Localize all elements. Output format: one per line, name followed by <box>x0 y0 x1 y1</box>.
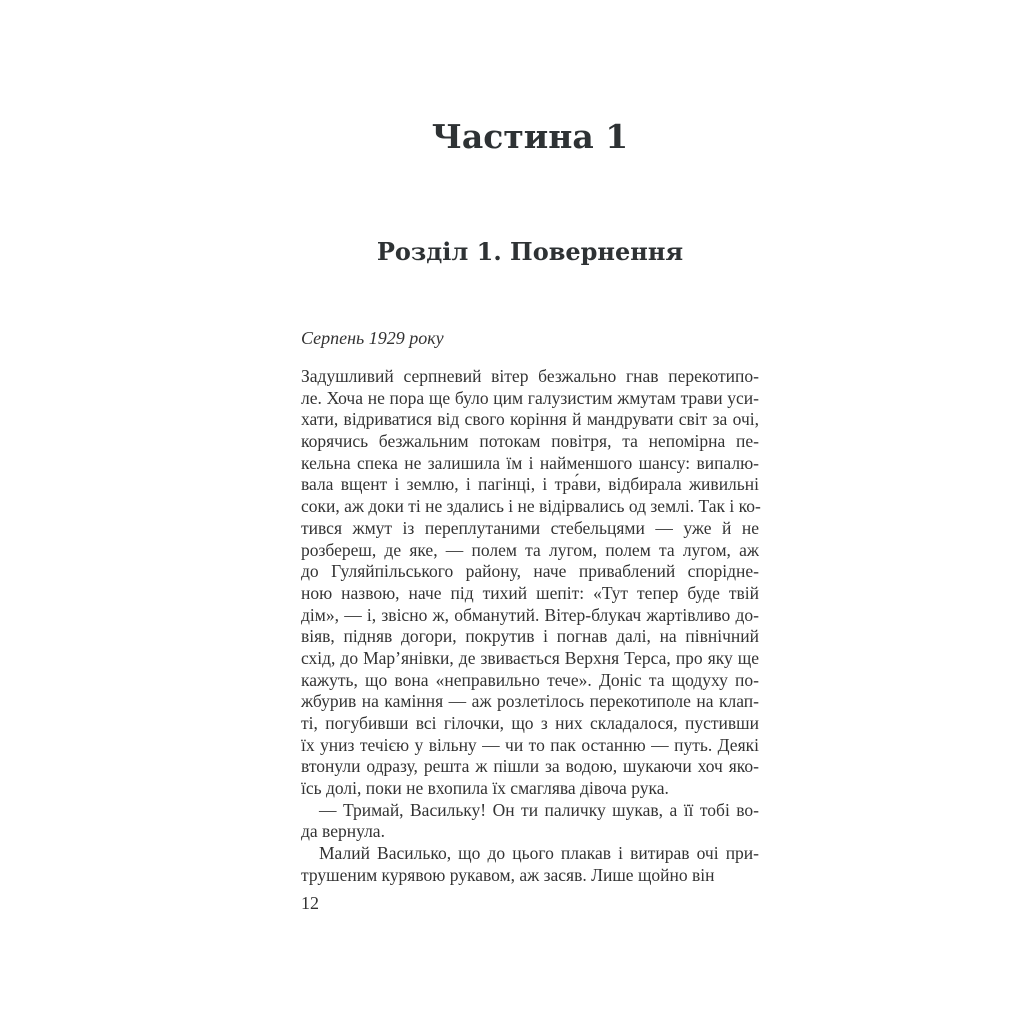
text-line: тився жмут із переплутаними стебельцями — уже й не <box>301 517 759 538</box>
text-line: трушеним курявою рукавом, аж засяв. Лише щойно він <box>301 864 715 885</box>
chapter-title: Розділ 1. Повернення <box>376 237 684 266</box>
text-line: ле. Хоча не пора ще було цим галузистим жмутам трави уси- <box>301 387 759 408</box>
text-line: соки, аж доки ті не здались і не відірвались од землі. Так і ко- <box>301 496 761 517</box>
paragraph <box>301 843 759 886</box>
text-column <box>301 0 759 1024</box>
text-line: жбурив на каміння — аж розлетілось перекотиполе на клап- <box>301 691 759 712</box>
text-line: кельна спека не залишила їм і найменшого шансу: випалю- <box>301 452 759 473</box>
text-line: Малий Василько, що до цього плакав і витирав очі при- <box>319 843 759 864</box>
text-line: ті, погубивши всі гілочки, що з них складалося, пустивши <box>301 713 759 733</box>
text-line: віяв, підняв догори, покрутив і погнав далі, на північний <box>301 626 759 647</box>
text-line: їх униз течією у вільну — чи то пак останню — путь. Деякі <box>301 734 759 755</box>
part-title: Частина 1 <box>431 117 629 156</box>
text-line: хати, відриватися від свого коріння й мандрувати світ за очі, <box>301 409 759 430</box>
text-line: да вернула. <box>301 821 385 842</box>
paragraph <box>301 800 759 843</box>
text-line: кажуть, що вона «неправильно тече». Доніс та щодуху по- <box>301 669 759 690</box>
text-line: вала вщент і землю, і пагінці, і тра́ви, відбирала живильні <box>301 474 759 495</box>
text-line: їсь долі, поки не вхопила їх смаглява дівоча рука. <box>301 778 669 799</box>
page-number: 12 <box>301 893 319 913</box>
text-line: ною назвою, наче під тихий шепіт: «Тут тепер буде твій <box>301 582 759 603</box>
dateline: Серпень 1929 року <box>301 328 444 348</box>
text-line: розбереш, де яке, — полем та лугом, полем та лугом, аж <box>301 539 759 560</box>
text-line: — Тримай, Васильку! Он ти паличку шукав, а її тобі во- <box>319 799 759 820</box>
text-line: до Гуляйпільського району, наче приваблений спорідне- <box>301 561 759 582</box>
text-line: схід, до Мар’янівки, де звивається Верхня Терса, про яку ще <box>301 647 759 668</box>
body-text <box>301 366 759 887</box>
text-line: дім», — і, звісно ж, обманутий. Вітер-блукач жартівливо до- <box>301 604 759 625</box>
paragraph <box>301 366 759 800</box>
text-line: втонули одразу, решта ж пішли за водою, шукаючи хоч яко- <box>301 756 759 777</box>
text-line: Задушливий серпневий вітер безжально гнав перекотипо- <box>301 366 759 386</box>
text-line: корячись безжальним потокам повітря, та непомірна пе- <box>301 431 759 452</box>
